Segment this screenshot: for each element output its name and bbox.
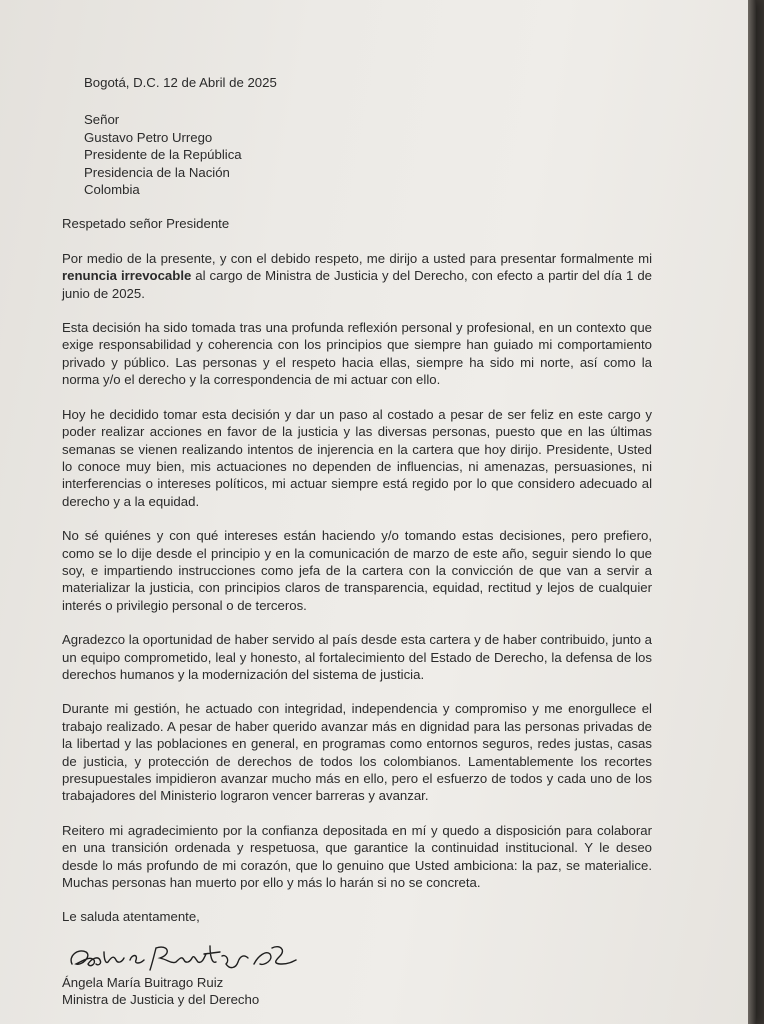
addressee-name: Gustavo Petro Urrego (84, 129, 213, 145)
letter-date: Bogotá, D.C. 12 de Abril de 2025 (84, 75, 277, 90)
paragraph-5: Agradezco la oportunidad de haber servido al país desde esta cartera y de haber contribuido, junto a un equipo comprometido, leal y honesto, al fortalecimiento del Estado de Derecho, la defensa de los derechos humanos y la modernización del sistema de justicia. (62, 632, 652, 682)
paragraph-1-end: al cargo de Ministra de Justicia y del Derecho, con efecto a partir del día 1 de junio de 2025. (62, 268, 652, 301)
signer-title: Ministra de Justicia y del Derecho (62, 992, 260, 1008)
paragraph-1-start: Por medio de la presente, y con el debido respeto, me dirijo a usted para presentar formalmente mi (62, 250, 652, 266)
resignation-emphasis: renuncia irrevocable (62, 268, 192, 284)
paper-edge (748, 0, 756, 1024)
addressee-position: Presidente de la República (84, 147, 242, 163)
handwritten-signature (60, 934, 300, 978)
paragraph-1 (62, 250, 652, 302)
signer-name: Ángela María Buitrago Ruiz (62, 974, 224, 990)
addressee-block (84, 111, 652, 198)
addressee-office: Presidencia de la Nación (84, 164, 230, 180)
paragraph-3: Hoy he decidido tomar esta decisión y dar un paso al costado a pesar de ser feliz en este cargo y poder realizar acciones en favor de la justicia y las diversas personas, puesto que en las últimas semanas se vienen realizando intentos de injerencia en la cartera que hoy dirijo. Presidente, Usted lo conoce muy bien, mis actuaciones no dependen de influencias, ni amenazas, persuasiones, ni interferencias o intereses políticos, mi actuar siempre está regido por lo que considero adecuado al derecho y a la equidad. (62, 406, 652, 509)
addressee-country: Colombia (84, 182, 140, 198)
closing-line: Le saluda atentamente, (62, 909, 200, 925)
paragraph-7: Reitero mi agradecimiento por la confianza depositada en mí y quedo a disposición para colaborar en una transición ordenada y respetuosa, que garantice la continuidad institucional. Y le deseo desde lo más profundo de mi corazón, que lo genuino que Usted ambiciona: la paz, se materialice. Muchas personas han muerto por ello y más lo harán si no se concreta. (62, 822, 652, 891)
addressee-title: Señor (84, 112, 120, 128)
signature-block (62, 934, 652, 994)
paragraph-6: Durante mi gestión, he actuado con integridad, independencia y compromiso y me enorgullece el trabajo realizado. A pesar de haber querido avanzar más en dignidad para las personas privadas de la libertad y las poblaciones en general, en programas como entornos seguros, redes justas, casas de justicia, y protección de derechos de todos los colombianos. Lamentablemente los recortes presupuestales impidieron avanzar mucho más en ello, pero el esfuerzo de todos y cada uno de los trabajadores del Ministerio lograron vencer barreras y avanzar. (62, 701, 652, 804)
paragraph-2: Esta decisión ha sido tomada tras una profunda reflexión personal y profesional, en un contexto que exige responsabilidad y coherencia con los principios que siempre han guiado mi comportamiento privado y público. Las personas y el respeto hacia ellas, siempre ha sido mi norte, así como la norma y/o el derecho y la correspondencia de mi actuar con ello. (62, 320, 652, 388)
paragraph-4: No sé quiénes y con qué intereses están haciendo y/o tomando estas decisiones, pero prefiero, como se lo dije desde el principio y en la comunicación de marzo de este año, seguir siendo lo que soy, e impartiendo instrucciones como jefa de la cartera con la convicción de que van a servir a materializar la justicia, con principios claros de transparencia, equidad, rectitud y lejos de cualquier interés o privilegio personal o de terceros. (62, 528, 652, 613)
letter-body (62, 74, 652, 1009)
salutation: Respetado señor Presidente (62, 216, 230, 232)
